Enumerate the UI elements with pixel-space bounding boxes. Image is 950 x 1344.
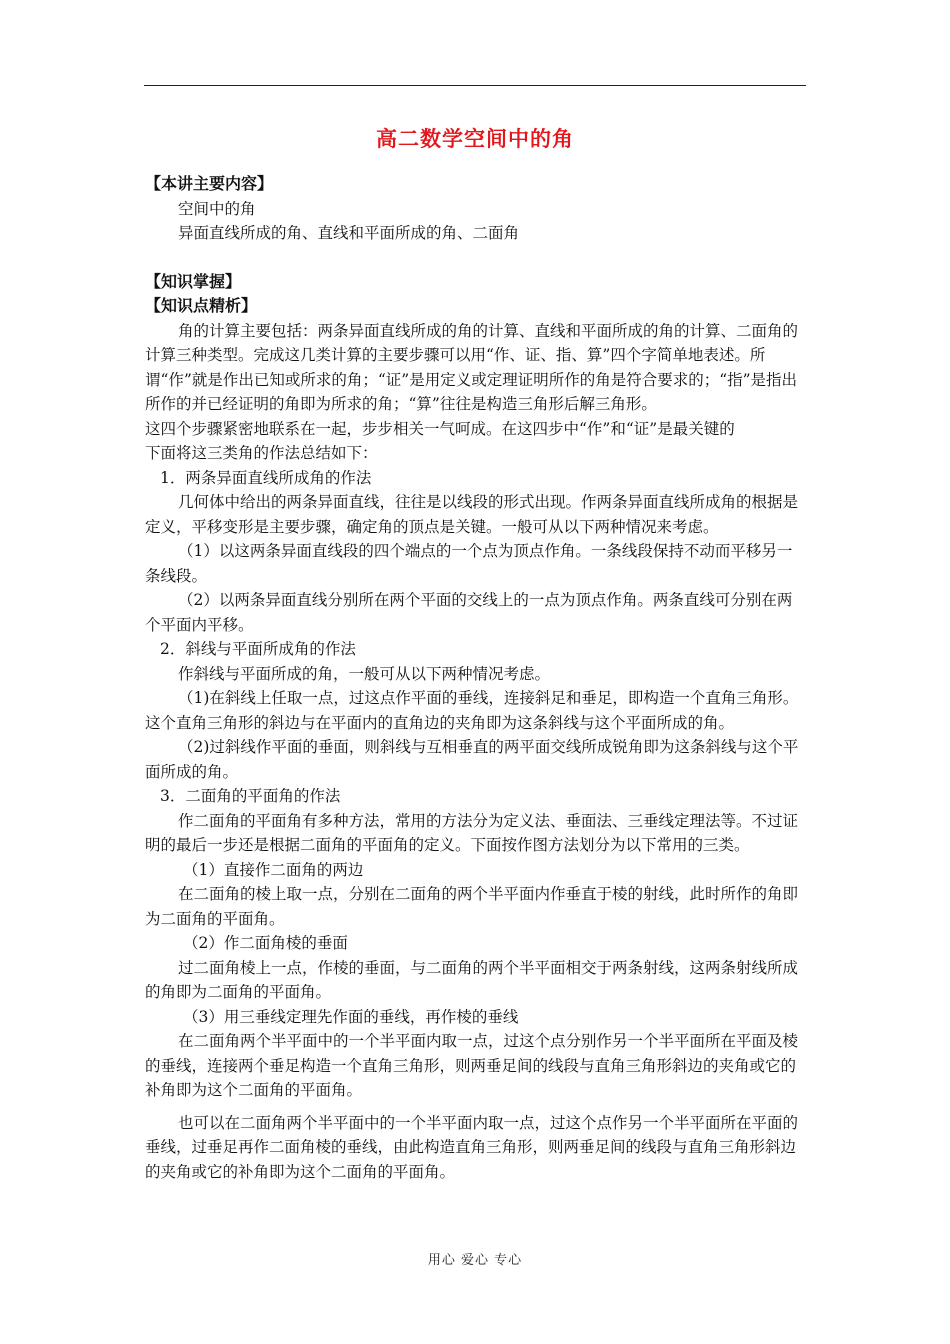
item-body: 作二面角的平面角有多种方法，常用的方法分为定义法、垂面法、三垂线定理法等。不过证明的最后一步还是根据二面角的平面角的定义。下面按作图方法划分为以下常用的三类。 [145, 811, 799, 854]
method-body: 过二面角棱上一点，作棱的垂面，与二面角的两个半平面相交于两条射线，这两条射线所成的角即为二面角的平面角。 [145, 958, 799, 1001]
item-case: （2)过斜线作平面的垂面，则斜线与互相垂直的两平面交线所成锐角即为这条斜线与这个平面所成的角。 [145, 738, 799, 781]
intro-paragraph: 角的计算主要包括：两条异面直线所成的角的计算、直线和平面所成的角的计算、二面角的计算三种类型。完成这几类计算的主要步骤可以用“作、证、指、算”四个字简单地表述。所谓“作”就是作出已知或所求的角；“证”是用定义或定理证明所作的角是符合要求的；“指”是指出所作的并已经证明的角即为所求的角；“算”往往是构造三角形后解三角形。 [145, 321, 799, 413]
method-body: 在二面角两个半平面中的一个半平面内取一点，过这个点分别作另一个半平面所在平面及棱的垂线，连接两个垂足构造一个直角三角形，则两垂足间的线段与直角三角形斜边的夹角或它的补角即为这个二面角的平面角。 [145, 1032, 799, 1099]
item-body: 几何体中给出的两条异面直线，往往是以线段的形式出现。作两条异面直线所成角的根据是定义，平移变形是主要步骤，确定角的顶点是关键。一般可从以下两种情况来考虑。 [145, 493, 799, 536]
summary-line: 下面将这三类角的作法总结如下： [145, 444, 378, 462]
item-case: （1)在斜线上任取一点，过这点作平面的垂线，连接斜足和垂足，即构造一个直角三角形。这个直角三角形的斜边与在平面内的直角边的夹角即为这条斜线与这个平面所成的角。 [145, 689, 799, 732]
item-body: 作斜线与平面所成的角，一般可从以下两种情况考虑。 [178, 664, 551, 683]
method-title: （1）直接作二面角的两边 [183, 860, 364, 879]
section-subheading-analysis: 【知识点精析】 [145, 296, 258, 315]
item-title: 1．两条异面直线所成角的作法 [160, 468, 372, 487]
item-case: （2）以两条异面直线分别所在两个平面的交线上的一点为顶点作角。两条直线可分别在两个平面内平移。 [145, 591, 793, 634]
page-footer: 用心 爱心 专心 [427, 1253, 523, 1268]
item-title: 2．斜线与平面所成角的作法 [160, 640, 356, 658]
content-line: 异面直线所成的角、直线和平面所成的角、二面角 [178, 224, 520, 242]
item-title: 3．二面角的平面角的作法 [160, 787, 341, 805]
method-title: （3）用三垂线定理先作面的垂线，再作棱的垂线 [183, 1007, 519, 1026]
method-title: （2）作二面角棱的垂面 [183, 934, 348, 952]
item-case: （1）以这两条异面直线段的四个端点的一个点为顶点作角。一条线段保持不动而平移另一条线段。 [145, 542, 793, 585]
method-body: 在二面角的棱上取一点，分别在二面角的两个半平面内作垂直于棱的射线，此时所作的角即为二面角的平面角。 [145, 885, 799, 928]
steps-paragraph: 这四个步骤紧密地联系在一起，步步相关一气呵成。在这四步中“作”和“证”是最关键的 [145, 419, 735, 438]
section-heading-knowledge: 【知识掌握】 [145, 271, 242, 291]
document-body [145, 172, 807, 1184]
content-line: 空间中的角 [178, 199, 256, 218]
page-title: 高二数学空间中的角 [376, 126, 574, 151]
method-alt-body: 也可以在二面角两个半平面中的一个半平面内取一点，过这个点作另一个半平面所在平面的垂线，过垂足再作二面角棱的垂线，由此构造直角三角形，则两垂足间的线段与直角三角形斜边的夹角或它的补角即为这个二面角的平面角。 [145, 1113, 799, 1181]
header-rule [144, 85, 806, 86]
section-heading-main-content: 【本讲主要内容】 [145, 174, 274, 193]
